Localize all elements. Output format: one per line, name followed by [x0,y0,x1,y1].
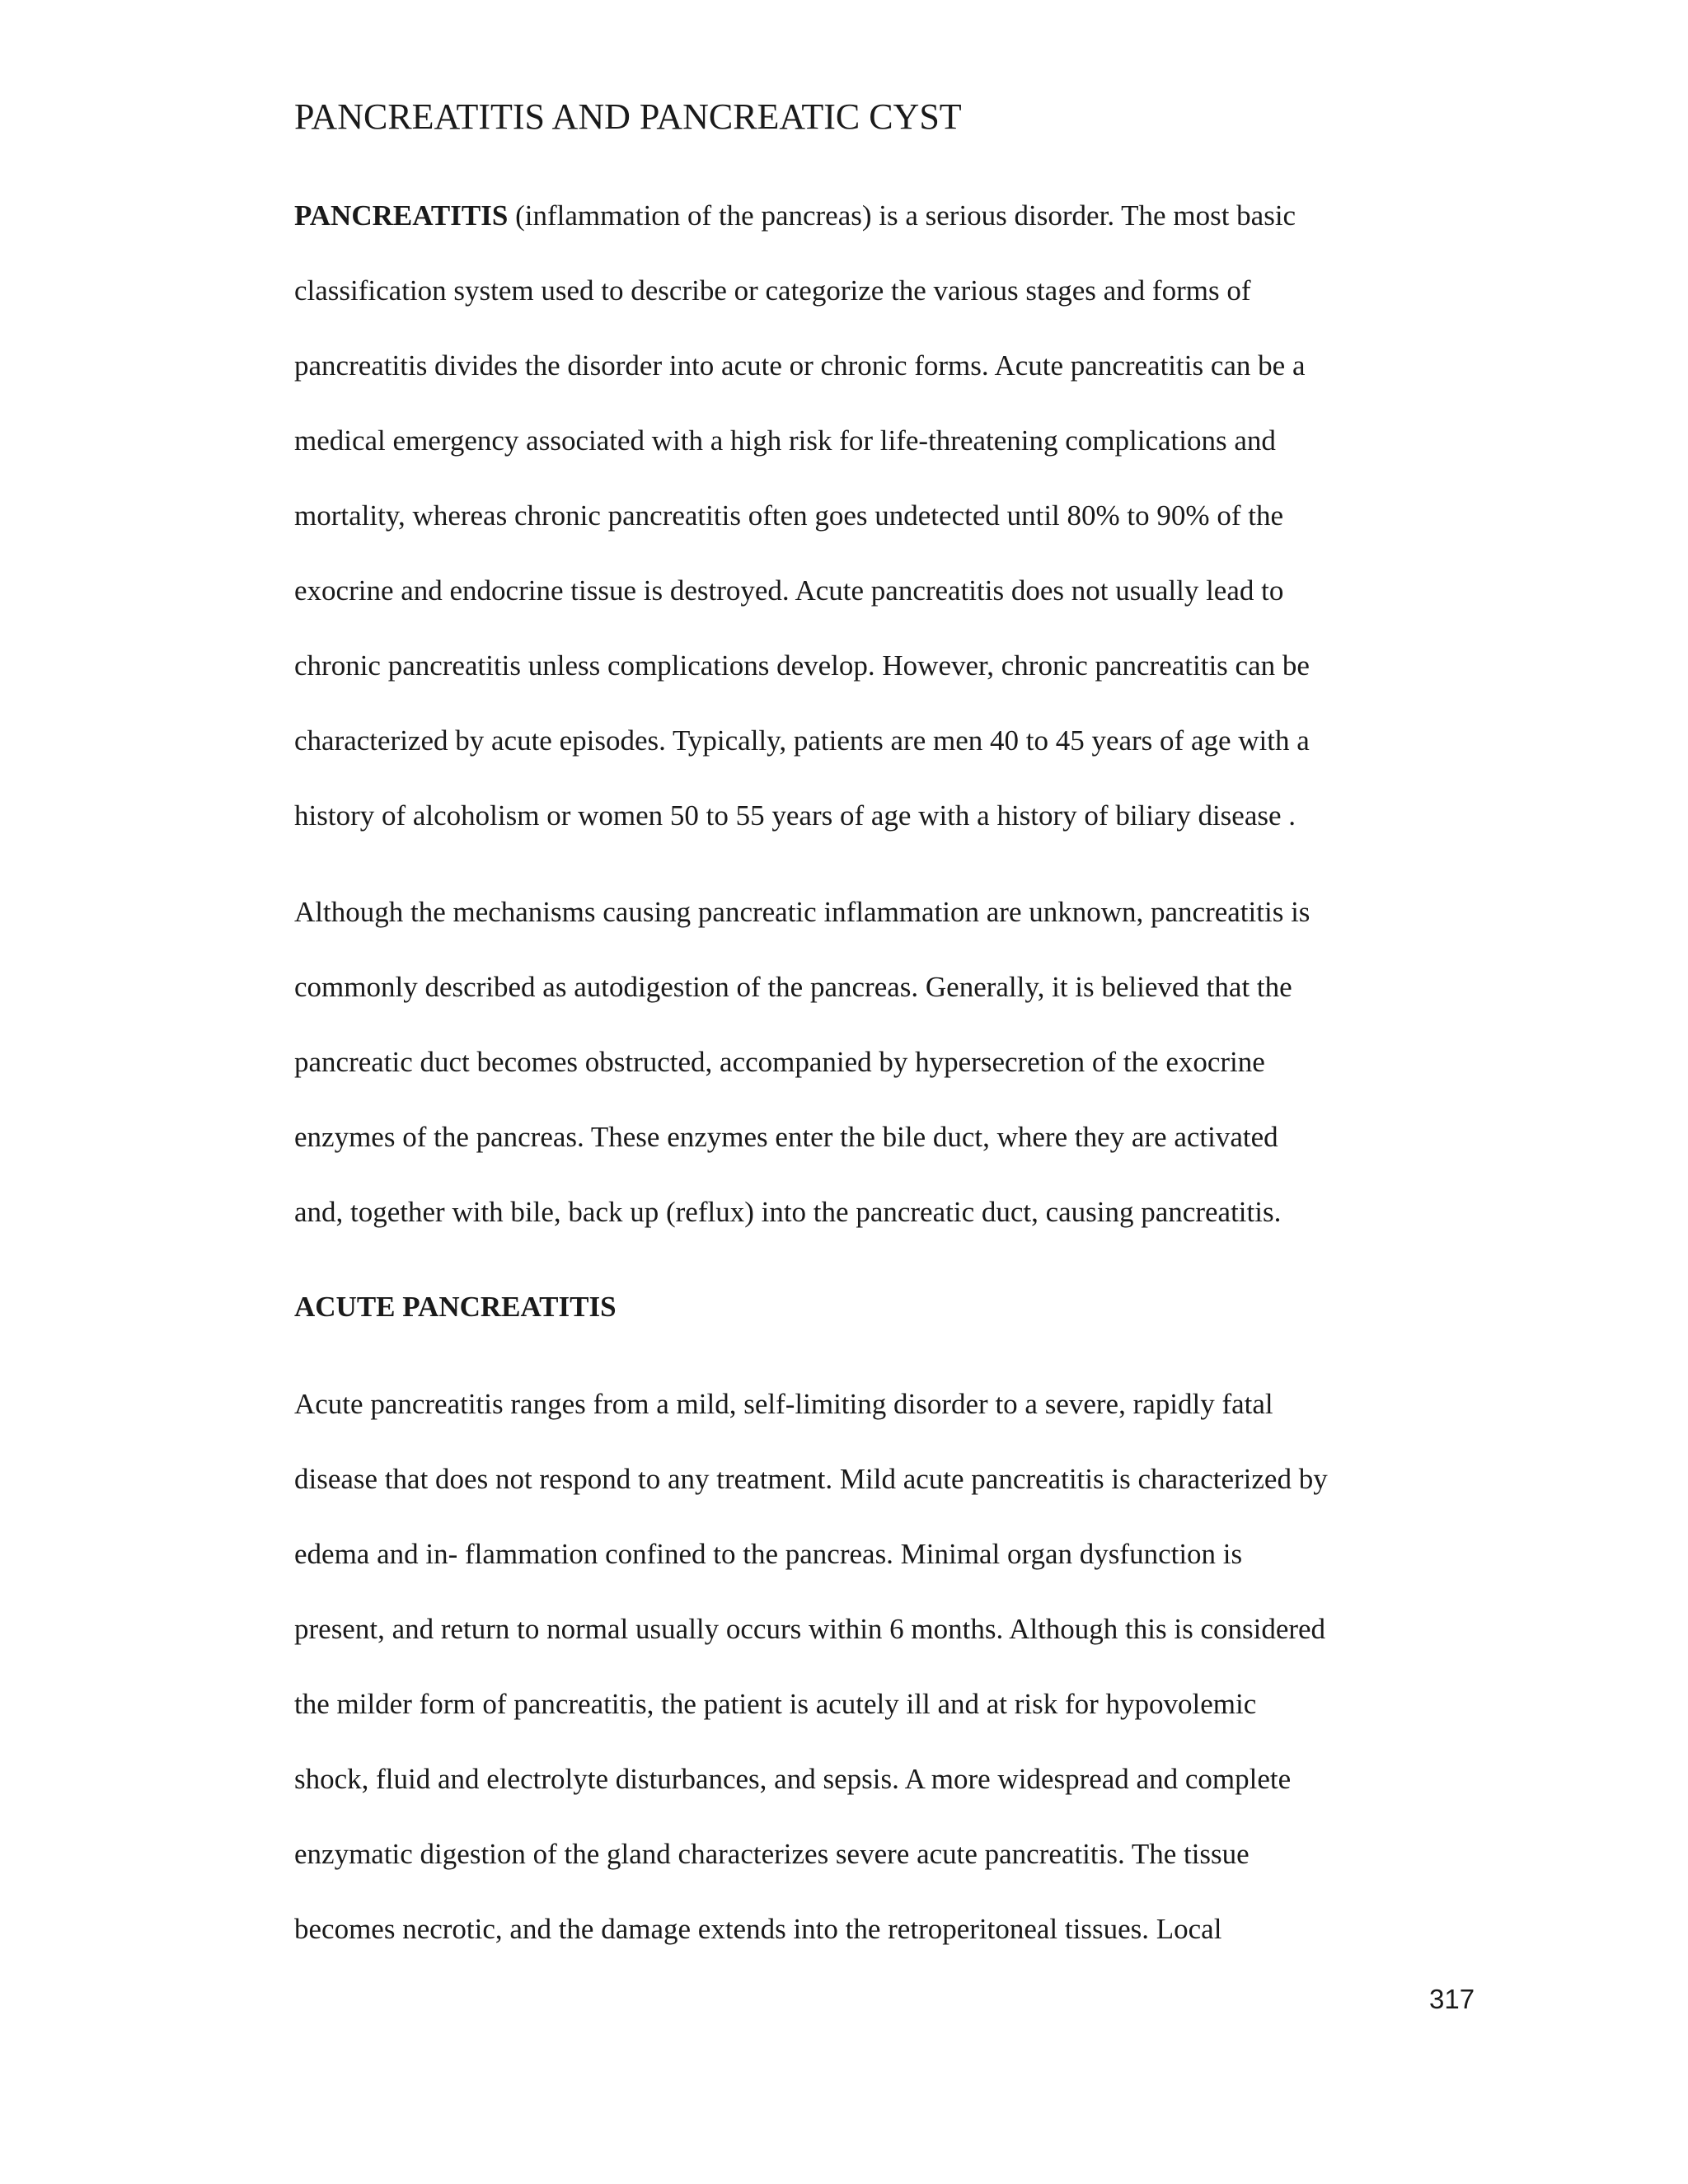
paragraph-1-line-2: classification system used to describe or categorize the various stages and forms of [294,274,1251,307]
paragraph-3-line-7: enzymatic digestion of the gland characterizes severe acute pancreatitis. The tissue [294,1838,1250,1870]
paragraph-1-line-6: exocrine and endocrine tissue is destroyed. Acute pancreatitis does not usually lead to [294,574,1284,607]
paragraph-3-line-8: becomes necrotic, and the damage extends into the retroperitoneal tissues. Local [294,1913,1222,1945]
paragraph-1-line-5: mortality, whereas chronic pancreatitis often goes undetected until 80% to 90% of the [294,499,1283,532]
paragraph-1-line-1 [294,195,1296,237]
paragraph-1-line-9: history of alcoholism or women 50 to 55 years of age with a history of biliary disease . [294,799,1296,832]
paragraph-2-line-4: enzymes of the pancreas. These enzymes enter the bile duct, where they are activated [294,1121,1278,1153]
page-title: PANCREATITIS AND PANCREATIC CYST [294,96,962,137]
paragraph-1-line-7: chronic pancreatitis unless complications develop. However, chronic pancreatitis can be [294,649,1310,682]
paragraph-1-lead-term: PANCREATITIS [294,199,509,232]
paragraph-3-line-3: edema and in- flammation confined to the pancreas. Minimal organ dysfunction is [294,1538,1243,1570]
paragraph-3-line-6: shock, fluid and electrolyte disturbances, and sepsis. A more widespread and complete [294,1763,1292,1795]
paragraph-1-line-4: medical emergency associated with a high risk for life-threatening complications and [294,424,1276,457]
page-number: 317 [1429,1984,1475,2014]
paragraph-2-line-5: and, together with bile, back up (reflux) into the pancreatic duct, causing pancreatitis. [294,1196,1282,1228]
paragraph-2-line-1: Although the mechanisms causing pancreatic inflammation are unknown, pancreatitis is [294,896,1311,928]
paragraph-2-line-3: pancreatic duct becomes obstructed, accompanied by hypersecretion of the exocrine [294,1046,1265,1078]
paragraph-3-line-4: present, and return to normal usually occurs within 6 months. Although this is considered [294,1613,1326,1645]
paragraph-1-line-3: pancreatitis divides the disorder into acute or chronic forms. Acute pancreatitis can be a [294,349,1306,382]
paragraph-2-line-2: commonly described as autodigestion of the pancreas. Generally, it is believed that the [294,971,1292,1003]
paragraph-1-line-1-text: (inflammation of the pancreas) is a serious disorder. The most basic [508,199,1296,232]
paragraph-3-line-5: the milder form of pancreatitis, the patient is acutely ill and at risk for hypovolemic [294,1688,1257,1720]
section-heading-acute-pancreatitis: ACUTE PANCREATITIS [294,1291,617,1323]
paragraph-3-line-1: Acute pancreatitis ranges from a mild, self-limiting disorder to a severe, rapidly fatal [294,1388,1273,1420]
paragraph-3-line-2: disease that does not respond to any treatment. Mild acute pancreatitis is characterized by [294,1463,1328,1495]
paragraph-1-line-8: characterized by acute episodes. Typically, patients are men 40 to 45 years of age with a [294,724,1310,757]
